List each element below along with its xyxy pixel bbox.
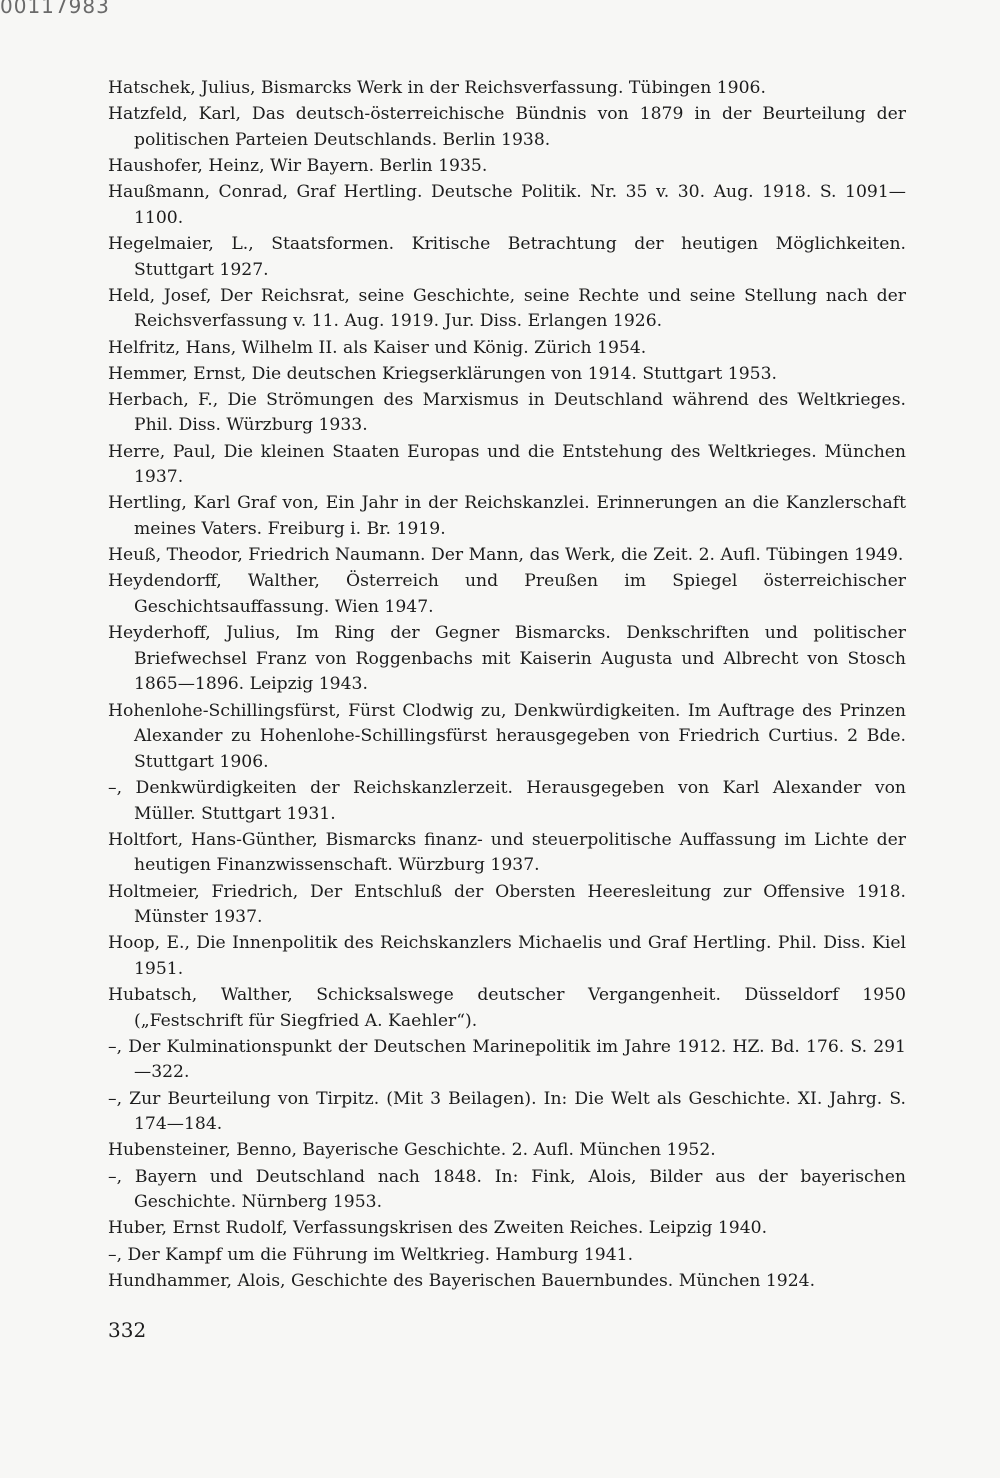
bibliography-entry: Hoop, E., Die Innenpolitik des Reichskanzlers Michaelis und Graf Hertling. Phil. Diss. Kiel 1951.: [108, 933, 906, 979]
scan-id-label: 00117983: [0, 0, 110, 18]
page-number: 332: [108, 1318, 147, 1342]
bibliography-entry: Hegelmaier, L., Staatsformen. Kritische Betrachtung der heutigen Möglichkeiten. Stuttgart 1927.: [108, 233, 906, 280]
bibliography-entry: Haußmann, Conrad, Graf Hertling. Deutsche Politik. Nr. 35 v. 30. Aug. 1918. S. 1091—1100.: [108, 182, 906, 228]
bibliography-entry: Heuß, Theodor, Friedrich Naumann. Der Mann, das Werk, die Zeit. 2. Aufl. Tübingen 1949.: [108, 545, 904, 566]
bibliography-entry: –, Denkwürdigkeiten der Reichskanzlerzeit. Herausgegeben von Karl Alexander von Müller. Stuttgart 1931.: [108, 777, 906, 824]
bibliography-list: [108, 76, 906, 1295]
bibliography-entry: Herbach, F., Die Strömungen des Marxismus in Deutschland während des Weltkrieges. Phil. Diss. Würzburg 1933.: [108, 389, 906, 436]
bibliography-entry: Held, Josef, Der Reichsrat, seine Geschichte, seine Rechte und seine Stellung nach der Reichsverfassung v. 11. Aug. 1919. Jur. Diss. Erlangen 1926.: [108, 285, 906, 332]
bibliography-entry: Hubatsch, Walther, Schicksalswege deutscher Vergangenheit. Düsseldorf 1950 („Festschrift für Siegfried A. Kaehler“).: [108, 985, 906, 1031]
bibliography-entry: Hatzfeld, Karl, Das deutsch-österreichische Bündnis von 1879 in der Beurteilung der politischen Parteien Deutschlands. Berlin 1938.: [108, 104, 906, 150]
bibliography-entry: –, Zur Beurteilung von Tirpitz. (Mit 3 Beilagen). In: Die Welt als Geschichte. XI. Jahrg. S. 174—184.: [108, 1088, 906, 1135]
bibliography-entry: –, Der Kampf um die Führung im Weltkrieg. Hamburg 1941.: [108, 1244, 634, 1265]
bibliography-entry: Hertling, Karl Graf von, Ein Jahr in der Reichskanzlei. Erinnerungen an die Kanzlerschaft meines Vaters. Freiburg i. Br. 1919.: [108, 493, 906, 540]
bibliography-entry: Helfritz, Hans, Wilhelm II. als Kaiser und König. Zürich 1954.: [108, 337, 647, 358]
bibliography-entry: –, Der Kulminationspunkt der Deutschen Marinepolitik im Jahre 1912. HZ. Bd. 176. S. 291—322.: [108, 1036, 906, 1083]
bibliography-entry: Huber, Ernst Rudolf, Verfassungskrisen des Zweiten Reiches. Leipzig 1940.: [108, 1218, 768, 1239]
bibliography-entry: Hatschek, Julius, Bismarcks Werk in der Reichsverfassung. Tübingen 1906.: [108, 78, 766, 98]
bibliography-entry: Holtmeier, Friedrich, Der Entschluß der Obersten Heeresleitung zur Offensive 1918. Münster 1937.: [108, 881, 906, 928]
bibliography-entry: Herre, Paul, Die kleinen Staaten Europas und die Entstehung des Weltkrieges. München 1937.: [108, 441, 906, 488]
bibliography-entry: Hubensteiner, Benno, Bayerische Geschichte. 2. Aufl. München 1952.: [108, 1140, 716, 1161]
bibliography-entry: Haushofer, Heinz, Wir Bayern. Berlin 1935.: [108, 155, 488, 176]
bibliography-entry: Hundhammer, Alois, Geschichte des Bayerischen Bauernbundes. München 1924.: [108, 1270, 816, 1291]
bibliography-entry: –, Bayern und Deutschland nach 1848. In: Fink, Alois, Bilder aus der bayerischen Geschichte. Nürnberg 1953.: [108, 1166, 906, 1213]
bibliography-entry: Heyderhoff, Julius, Im Ring der Gegner Bismarcks. Denkschriften und politischer Briefwechsel Franz von Roggenbachs mit Kaiserin Augusta und Albrecht von Stosch 1865—1896. Leipzig 1943.: [108, 623, 906, 695]
bibliography-entry: Heydendorff, Walther, Österreich und Preußen im Spiegel österreichischer Geschichtsauffassung. Wien 1947.: [108, 571, 906, 617]
bibliography-entry: Hemmer, Ernst, Die deutschen Kriegserklärungen von 1914. Stuttgart 1953.: [108, 363, 777, 384]
bibliography-entry: Hohenlohe-Schillingsfürst, Fürst Clodwig zu, Denkwürdigkeiten. Im Auftrage des Prinzen Alexander zu Hohenlohe-Schillingsfürst herausgegeben von Friedrich Curtius. 2 Bde. Stuttgart 1906.: [108, 700, 906, 772]
bibliography-entry: Holtfort, Hans-Günther, Bismarcks finanz- und steuerpolitische Auffassung im Lichte der heutigen Finanzwissenschaft. Würzburg 1937.: [108, 829, 906, 876]
